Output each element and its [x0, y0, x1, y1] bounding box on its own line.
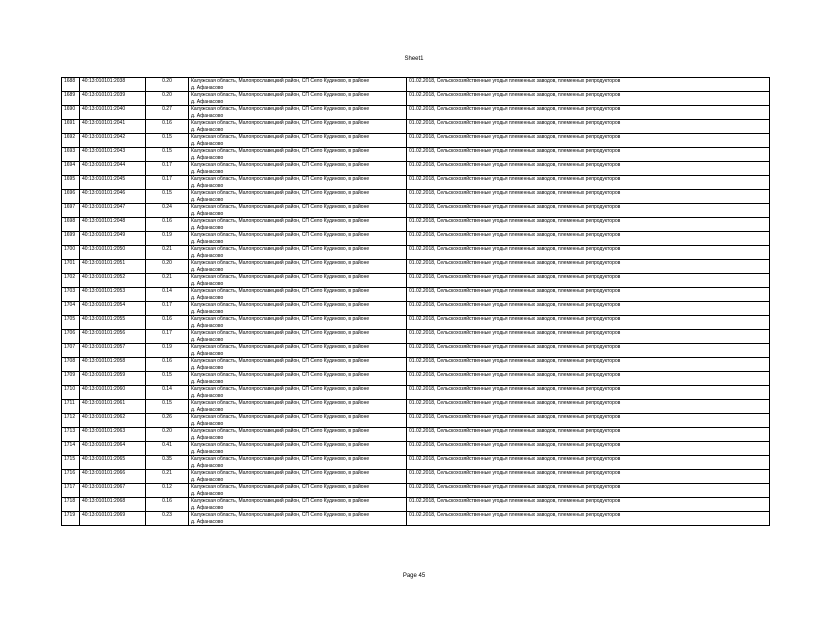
cadastral-number-cell: 40:13:010101:2046: [80, 190, 146, 204]
address-line: Калужская область, Малоярославецкий район, СП Село Кудиново, в районе: [191, 106, 370, 112]
address-locality: д. Афанасово: [191, 434, 224, 441]
address-cell: [189, 232, 407, 246]
row-number-cell: 1690: [62, 106, 80, 120]
category-cell: 01.02.2018, Сельскохозяйственные угодья племенных заводов, племенных репродукторов: [407, 442, 770, 456]
address-locality: д. Афанасово: [191, 448, 224, 455]
cadastral-number-cell: 40:13:010101:2048: [80, 218, 146, 232]
address-cell: [189, 246, 407, 260]
category-cell: 01.02.2018, Сельскохозяйственные угодья племенных заводов, племенных репродукторов: [407, 148, 770, 162]
address-cell: [189, 484, 407, 498]
row-number-cell: 1719: [62, 512, 80, 526]
cadastral-number-cell: 40:13:010101:2061: [80, 400, 146, 414]
cadastral-number-cell: 40:13:010101:2057: [80, 344, 146, 358]
address-locality: д. Афанасово: [191, 518, 224, 525]
address-locality: д. Афанасово: [191, 84, 224, 91]
address-locality: д. Афанасово: [191, 336, 224, 343]
address-cell: [189, 148, 407, 162]
row-number-cell: 1711: [62, 400, 80, 414]
address-locality: д. Афанасово: [191, 224, 224, 231]
row-number-cell: 1695: [62, 176, 80, 190]
row-number-cell: 1693: [62, 148, 80, 162]
area-cell: 0.21: [146, 470, 189, 484]
cadastral-number-cell: 40:13:010101:2056: [80, 330, 146, 344]
category-cell: 01.02.2018, Сельскохозяйственные угодья племенных заводов, племенных репродукторов: [407, 456, 770, 470]
row-number-cell: 1706: [62, 330, 80, 344]
address-cell: [189, 92, 407, 106]
address-line: Калужская область, Малоярославецкий район, СП Село Кудиново, в районе: [191, 246, 370, 252]
area-cell: 0.12: [146, 484, 189, 498]
category-cell: 01.02.2018, Сельскохозяйственные угодья племенных заводов, племенных репродукторов: [407, 414, 770, 428]
table-row: [62, 498, 770, 512]
row-number-cell: 1718: [62, 498, 80, 512]
address-cell: [189, 218, 407, 232]
area-cell: 0.16: [146, 358, 189, 372]
address-cell: [189, 358, 407, 372]
category-cell: 01.02.2018, Сельскохозяйственные угодья племенных заводов, племенных репродукторов: [407, 218, 770, 232]
row-number-cell: 1697: [62, 204, 80, 218]
address-line: Калужская область, Малоярославецкий район, СП Село Кудиново, в районе: [191, 512, 370, 518]
address-locality: д. Афанасово: [191, 112, 224, 119]
address-cell: [189, 106, 407, 120]
address-line: Калужская область, Малоярославецкий район, СП Село Кудиново, в районе: [191, 302, 370, 308]
address-cell: [189, 498, 407, 512]
address-cell: [189, 456, 407, 470]
row-number-cell: 1702: [62, 274, 80, 288]
area-cell: 0.16: [146, 218, 189, 232]
table-row: [62, 512, 770, 526]
table-row: [62, 428, 770, 442]
address-cell: [189, 400, 407, 414]
address-line: Калужская область, Малоярославецкий район, СП Село Кудиново, в районе: [191, 400, 370, 406]
table-row: [62, 316, 770, 330]
address-locality: д. Афанасово: [191, 476, 224, 483]
table-row: [62, 414, 770, 428]
row-number-cell: 1691: [62, 120, 80, 134]
category-cell: 01.02.2018, Сельскохозяйственные угодья племенных заводов, племенных репродукторов: [407, 288, 770, 302]
data-table: [61, 77, 770, 526]
category-cell: 01.02.2018, Сельскохозяйственные угодья племенных заводов, племенных репродукторов: [407, 78, 770, 92]
category-cell: 01.02.2018, Сельскохозяйственные угодья племенных заводов, племенных репродукторов: [407, 386, 770, 400]
area-cell: 0.35: [146, 456, 189, 470]
address-locality: д. Афанасово: [191, 252, 224, 259]
cadastral-number-cell: 40:13:010101:2069: [80, 512, 146, 526]
address-line: Калужская область, Малоярославецкий район, СП Село Кудиново, в районе: [191, 260, 370, 266]
address-cell: [189, 470, 407, 484]
address-line: Калужская область, Малоярославецкий район, СП Село Кудиново, в районе: [191, 344, 370, 350]
row-number-cell: 1699: [62, 232, 80, 246]
row-number-cell: 1689: [62, 92, 80, 106]
area-cell: 0.14: [146, 386, 189, 400]
area-cell: 0.20: [146, 428, 189, 442]
area-cell: 0.17: [146, 330, 189, 344]
address-locality: д. Афанасово: [191, 154, 224, 161]
table-row: [62, 456, 770, 470]
address-locality: д. Афанасово: [191, 420, 224, 427]
address-locality: д. Афанасово: [191, 294, 224, 301]
address-cell: [189, 162, 407, 176]
cadastral-number-cell: 40:13:010101:2038: [80, 78, 146, 92]
address-locality: д. Афанасово: [191, 140, 224, 147]
cadastral-number-cell: 40:13:010101:2049: [80, 232, 146, 246]
cadastral-number-cell: 40:13:010101:2043: [80, 148, 146, 162]
category-cell: 01.02.2018, Сельскохозяйственные угодья племенных заводов, племенных репродукторов: [407, 106, 770, 120]
cadastral-number-cell: 40:13:010101:2066: [80, 470, 146, 484]
table-row: [62, 442, 770, 456]
address-cell: [189, 330, 407, 344]
row-number-cell: 1688: [62, 78, 80, 92]
row-number-cell: 1710: [62, 386, 80, 400]
address-line: Калужская область, Малоярославецкий район, СП Село Кудиново, в районе: [191, 414, 370, 420]
category-cell: 01.02.2018, Сельскохозяйственные угодья племенных заводов, племенных репродукторов: [407, 358, 770, 372]
page-number: Page 45: [402, 573, 426, 579]
address-line: Калужская область, Малоярославецкий район, СП Село Кудиново, в районе: [191, 288, 370, 294]
row-number-cell: 1714: [62, 442, 80, 456]
area-cell: 0.21: [146, 274, 189, 288]
cadastral-number-cell: 40:13:010101:2050: [80, 246, 146, 260]
table-row: [62, 106, 770, 120]
row-number-cell: 1716: [62, 470, 80, 484]
address-locality: д. Афанасово: [191, 490, 224, 497]
area-cell: 0.17: [146, 176, 189, 190]
cadastral-number-cell: 40:13:010101:2041: [80, 120, 146, 134]
row-number-cell: 1703: [62, 288, 80, 302]
address-line: Калужская область, Малоярославецкий район, СП Село Кудиново, в районе: [191, 316, 370, 322]
table-row: [62, 92, 770, 106]
area-cell: 0.20: [146, 78, 189, 92]
address-cell: [189, 176, 407, 190]
address-locality: д. Афанасово: [191, 504, 224, 511]
area-cell: 0.15: [146, 148, 189, 162]
cadastral-number-cell: 40:13:010101:2055: [80, 316, 146, 330]
address-cell: [189, 386, 407, 400]
address-cell: [189, 344, 407, 358]
cadastral-number-cell: 40:13:010101:2042: [80, 134, 146, 148]
row-number-cell: 1698: [62, 218, 80, 232]
row-number-cell: 1717: [62, 484, 80, 498]
address-locality: д. Афанасово: [191, 238, 224, 245]
row-number-cell: 1700: [62, 246, 80, 260]
address-line: Калужская область, Малоярославецкий район, СП Село Кудиново, в районе: [191, 120, 370, 126]
sheet-title: Sheet1: [404, 56, 424, 62]
address-cell: [189, 316, 407, 330]
address-cell: [189, 288, 407, 302]
address-locality: д. Афанасово: [191, 322, 224, 329]
address-locality: д. Афанасово: [191, 364, 224, 371]
table-row: [62, 274, 770, 288]
cadastral-number-cell: 40:13:010101:2058: [80, 358, 146, 372]
cadastral-number-cell: 40:13:010101:2047: [80, 204, 146, 218]
address-line: Калужская область, Малоярославецкий район, СП Село Кудиново, в районе: [191, 470, 370, 476]
table-body: [62, 78, 770, 526]
category-cell: 01.02.2018, Сельскохозяйственные угодья племенных заводов, племенных репродукторов: [407, 162, 770, 176]
cadastral-number-cell: 40:13:010101:2052: [80, 274, 146, 288]
address-locality: д. Афанасово: [191, 168, 224, 175]
category-cell: 01.02.2018, Сельскохозяйственные угодья племенных заводов, племенных репродукторов: [407, 120, 770, 134]
address-line: Калужская область, Малоярославецкий район, СП Село Кудиново, в районе: [191, 78, 370, 84]
category-cell: 01.02.2018, Сельскохозяйственные угодья племенных заводов, племенных репродукторов: [407, 302, 770, 316]
cadastral-number-cell: 40:13:010101:2059: [80, 372, 146, 386]
area-cell: 0.21: [146, 246, 189, 260]
address-line: Калужская область, Малоярославецкий район, СП Село Кудиново, в районе: [191, 456, 370, 462]
address-cell: [189, 78, 407, 92]
category-cell: 01.02.2018, Сельскохозяйственные угодья племенных заводов, племенных репродукторов: [407, 260, 770, 274]
row-number-cell: 1709: [62, 372, 80, 386]
row-number-cell: 1713: [62, 428, 80, 442]
table-row: [62, 218, 770, 232]
area-cell: 0.26: [146, 414, 189, 428]
cadastral-number-cell: 40:13:010101:2068: [80, 498, 146, 512]
row-number-cell: 1704: [62, 302, 80, 316]
cadastral-number-cell: 40:13:010101:2040: [80, 106, 146, 120]
category-cell: 01.02.2018, Сельскохозяйственные угодья племенных заводов, племенных репродукторов: [407, 134, 770, 148]
address-locality: д. Афанасово: [191, 98, 224, 105]
address-cell: [189, 414, 407, 428]
address-locality: д. Афанасово: [191, 196, 224, 203]
table-row: [62, 400, 770, 414]
address-line: Калужская область, Малоярославецкий район, СП Село Кудиново, в районе: [191, 134, 370, 140]
address-line: Калужская область, Малоярославецкий район, СП Село Кудиново, в районе: [191, 148, 370, 154]
address-locality: д. Афанасово: [191, 210, 224, 217]
cadastral-number-cell: 40:13:010101:2065: [80, 456, 146, 470]
category-cell: 01.02.2018, Сельскохозяйственные угодья племенных заводов, племенных репродукторов: [407, 274, 770, 288]
area-cell: 0.19: [146, 232, 189, 246]
area-cell: 0.15: [146, 372, 189, 386]
address-line: Калужская область, Малоярославецкий район, СП Село Кудиново, в районе: [191, 484, 370, 490]
category-cell: 01.02.2018, Сельскохозяйственные угодья племенных заводов, племенных репродукторов: [407, 190, 770, 204]
table-row: [62, 386, 770, 400]
address-cell: [189, 134, 407, 148]
table-row: [62, 148, 770, 162]
table-row: [62, 330, 770, 344]
address-line: Калужская область, Малоярославецкий район, СП Село Кудиново, в районе: [191, 92, 370, 98]
category-cell: 01.02.2018, Сельскохозяйственные угодья племенных заводов, племенных репродукторов: [407, 372, 770, 386]
cadastral-number-cell: 40:13:010101:2051: [80, 260, 146, 274]
address-locality: д. Афанасово: [191, 378, 224, 385]
address-locality: д. Афанасово: [191, 308, 224, 315]
table-row: [62, 288, 770, 302]
category-cell: 01.02.2018, Сельскохозяйственные угодья племенных заводов, племенных репродукторов: [407, 92, 770, 106]
address-cell: [189, 512, 407, 526]
row-number-cell: 1712: [62, 414, 80, 428]
area-cell: 0.16: [146, 120, 189, 134]
address-cell: [189, 190, 407, 204]
cadastral-number-cell: 40:13:010101:2054: [80, 302, 146, 316]
table-row: [62, 358, 770, 372]
area-cell: 0.27: [146, 106, 189, 120]
table-row: [62, 260, 770, 274]
row-number-cell: 1694: [62, 162, 80, 176]
address-locality: д. Афанасово: [191, 392, 224, 399]
address-line: Калужская область, Малоярославецкий район, СП Село Кудиново, в районе: [191, 372, 370, 378]
address-cell: [189, 260, 407, 274]
address-cell: [189, 204, 407, 218]
category-cell: 01.02.2018, Сельскохозяйственные угодья племенных заводов, племенных репродукторов: [407, 344, 770, 358]
cadastral-number-cell: 40:13:010101:2064: [80, 442, 146, 456]
cadastral-number-cell: 40:13:010101:2063: [80, 428, 146, 442]
table-row: [62, 470, 770, 484]
cadastral-number-cell: 40:13:010101:2067: [80, 484, 146, 498]
area-cell: 0.19: [146, 344, 189, 358]
area-cell: 0.16: [146, 498, 189, 512]
address-locality: д. Афанасово: [191, 462, 224, 469]
address-line: Калужская область, Малоярославецкий район, СП Село Кудиново, в районе: [191, 176, 370, 182]
row-number-cell: 1705: [62, 316, 80, 330]
table-row: [62, 302, 770, 316]
area-cell: 0.17: [146, 302, 189, 316]
address-line: Калужская область, Малоярославецкий район, СП Село Кудиново, в районе: [191, 442, 370, 448]
category-cell: 01.02.2018, Сельскохозяйственные угодья племенных заводов, племенных репродукторов: [407, 246, 770, 260]
address-locality: д. Афанасово: [191, 182, 224, 189]
address-line: Калужская область, Малоярославецкий район, СП Село Кудиново, в районе: [191, 218, 370, 224]
category-cell: 01.02.2018, Сельскохозяйственные угодья племенных заводов, племенных репродукторов: [407, 484, 770, 498]
address-line: Калужская область, Малоярославецкий район, СП Село Кудиново, в районе: [191, 190, 370, 196]
address-line: Калужская область, Малоярославецкий район, СП Село Кудиново, в районе: [191, 204, 370, 210]
address-line: Калужская область, Малоярославецкий район, СП Село Кудиново, в районе: [191, 498, 370, 504]
address-line: Калужская область, Малоярославецкий район, СП Село Кудиново, в районе: [191, 232, 370, 238]
row-number-cell: 1696: [62, 190, 80, 204]
category-cell: 01.02.2018, Сельскохозяйственные угодья племенных заводов, племенных репродукторов: [407, 512, 770, 526]
address-line: Калужская область, Малоярославецкий район, СП Село Кудиново, в районе: [191, 330, 370, 336]
area-cell: 0.14: [146, 288, 189, 302]
address-cell: [189, 120, 407, 134]
category-cell: 01.02.2018, Сельскохозяйственные угодья племенных заводов, племенных репродукторов: [407, 330, 770, 344]
table-row: [62, 120, 770, 134]
row-number-cell: 1701: [62, 260, 80, 274]
address-locality: д. Афанасово: [191, 406, 224, 413]
category-cell: 01.02.2018, Сельскохозяйственные угодья племенных заводов, племенных репродукторов: [407, 470, 770, 484]
category-cell: 01.02.2018, Сельскохозяйственные угодья племенных заводов, племенных репродукторов: [407, 428, 770, 442]
table-row: [62, 204, 770, 218]
table-row: [62, 246, 770, 260]
address-line: Калужская область, Малоярославецкий район, СП Село Кудиново, в районе: [191, 162, 370, 168]
area-cell: 0.17: [146, 162, 189, 176]
table-row: [62, 190, 770, 204]
address-locality: д. Афанасово: [191, 280, 224, 287]
address-line: Калужская область, Малоярославецкий район, СП Село Кудиново, в районе: [191, 386, 370, 392]
area-cell: 0.16: [146, 316, 189, 330]
row-number-cell: 1707: [62, 344, 80, 358]
table-row: [62, 162, 770, 176]
table-row: [62, 484, 770, 498]
category-cell: 01.02.2018, Сельскохозяйственные угодья племенных заводов, племенных репродукторов: [407, 204, 770, 218]
area-cell: 0.20: [146, 92, 189, 106]
address-locality: д. Афанасово: [191, 126, 224, 133]
category-cell: 01.02.2018, Сельскохозяйственные угодья племенных заводов, племенных репродукторов: [407, 498, 770, 512]
cadastral-number-cell: 40:13:010101:2044: [80, 162, 146, 176]
cadastral-number-cell: 40:13:010101:2062: [80, 414, 146, 428]
area-cell: 0.15: [146, 134, 189, 148]
row-number-cell: 1708: [62, 358, 80, 372]
category-cell: 01.02.2018, Сельскохозяйственные угодья племенных заводов, племенных репродукторов: [407, 316, 770, 330]
area-cell: 0.41: [146, 442, 189, 456]
table-row: [62, 134, 770, 148]
address-cell: [189, 428, 407, 442]
area-cell: 0.23: [146, 512, 189, 526]
category-cell: 01.02.2018, Сельскохозяйственные угодья племенных заводов, племенных репродукторов: [407, 232, 770, 246]
address-line: Калужская область, Малоярославецкий район, СП Село Кудиново, в районе: [191, 274, 370, 280]
row-number-cell: 1692: [62, 134, 80, 148]
table-row: [62, 176, 770, 190]
cadastral-number-cell: 40:13:010101:2039: [80, 92, 146, 106]
table-row: [62, 78, 770, 92]
category-cell: 01.02.2018, Сельскохозяйственные угодья племенных заводов, племенных репродукторов: [407, 176, 770, 190]
address-cell: [189, 302, 407, 316]
address-line: Калужская область, Малоярославецкий район, СП Село Кудиново, в районе: [191, 358, 370, 364]
address-cell: [189, 372, 407, 386]
address-line: Калужская область, Малоярославецкий район, СП Село Кудиново, в районе: [191, 428, 370, 434]
cadastral-number-cell: 40:13:010101:2060: [80, 386, 146, 400]
address-cell: [189, 442, 407, 456]
row-number-cell: 1715: [62, 456, 80, 470]
cadastral-number-cell: 40:13:010101:2053: [80, 288, 146, 302]
area-cell: 0.24: [146, 204, 189, 218]
address-cell: [189, 274, 407, 288]
area-cell: 0.15: [146, 190, 189, 204]
table-row: [62, 344, 770, 358]
cadastral-number-cell: 40:13:010101:2045: [80, 176, 146, 190]
area-cell: 0.20: [146, 260, 189, 274]
category-cell: 01.02.2018, Сельскохозяйственные угодья племенных заводов, племенных репродукторов: [407, 400, 770, 414]
area-cell: 0.15: [146, 400, 189, 414]
address-locality: д. Афанасово: [191, 266, 224, 273]
table-row: [62, 232, 770, 246]
address-locality: д. Афанасово: [191, 350, 224, 357]
table-row: [62, 372, 770, 386]
